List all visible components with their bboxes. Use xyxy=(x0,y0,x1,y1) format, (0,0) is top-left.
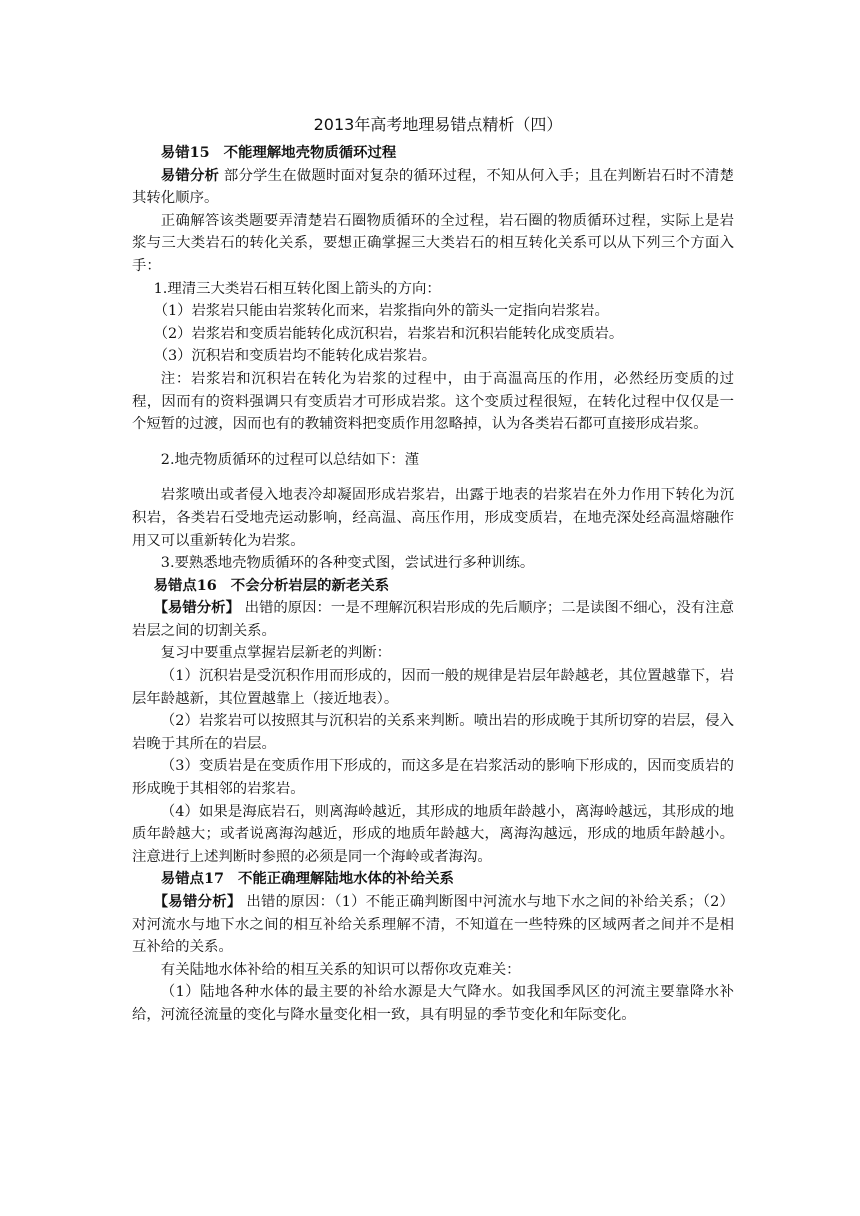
section-15-note: 注：岩浆岩和沉积岩在转化为岩浆的过程中，由于高温高压的作用，必然经历变质的过程，因而有的资料强调只有变质岩才可形成岩浆。这个变质过程很短，在转化过程中仅仅是一个短暂的过渡，因而也有的教辅资料把变质作用忽略掉，认为各类岩石都可直接形成岩浆。 xyxy=(132,370,734,433)
section-15-heading-text: 不能理解地壳物质循环过程 xyxy=(223,144,397,161)
section-16-analysis-text: 出错的原因：一是不理解沉积岩形成的先后顺序；二是读图不细心，没有注意岩层之间的切割关系。 xyxy=(132,600,734,639)
section-15-item-3: （3）沉积岩和变质岩均不能转化成岩浆岩。 xyxy=(153,348,437,365)
section-17-analysis-label: 【易错分析】 xyxy=(153,893,242,910)
section-17-analysis-text: 出错的原因：（1）不能正确判断图中河流水与地下水之间的补给关系；（2）对河流水与地下水之间的相互补给关系理解不清，不知道在一些特殊的区域两者之间并不是相互补给的关系。 xyxy=(132,894,734,956)
section-15-analysis-text: 部分学生在做题时面对复杂的循环过程，不知从何入手；且在判断岩石时不清楚其转化顺序。 xyxy=(132,167,734,207)
section-15-point-2: 2.地壳物质循环的过程可以总结如下：漌 xyxy=(160,451,420,468)
section-17-heading-text: 不能正确理解陆地水体的补给关系 xyxy=(238,870,454,888)
section-17-analysis xyxy=(132,891,734,959)
section-17-paragraph-1: 有关陆地水体补给的相互关系的知识可以帮你攻克难关： xyxy=(160,961,521,978)
section-16-analysis-label: 【易错分析】 xyxy=(153,599,240,617)
section-15-paragraph-2: 岩浆喷出或者侵入地表冷却凝固形成岩浆岩，出露于地表的岩浆岩在外力作用下转化为沉积岩，各类岩石受地壳运动影响，经高温、高压作用，形成变质岩，在地壳深处经高温熔融作用又可以重新转化为岩浆。 xyxy=(132,487,734,549)
section-15-item-1: （1）岩浆岩只能由岩浆转化而来，岩浆指向外的箭头一定指向岩浆岩。 xyxy=(153,303,609,320)
page-title: 2013年高考地理易错点精析（四） xyxy=(313,115,563,134)
section-15-heading xyxy=(132,142,734,165)
section-16-heading xyxy=(132,575,734,598)
section-15-analysis-label: 易错分析 xyxy=(160,166,220,184)
section-17-heading xyxy=(132,868,734,891)
section-16-item-3: （3）变质岩是在变质作用下形成的，而这多是在岩浆活动的影响下形成的，因而变质岩的形成晚于其相邻的岩浆岩。 xyxy=(132,758,734,798)
section-16-heading-text: 不会分析岩层的新老关系 xyxy=(230,576,390,594)
section-16-item-4: （4）如果是海底岩石，则离海岭越近，其形成的地质年龄越小，离海岭越远，其形成的地质年龄越大；或者说离海沟越近，形成的地质年龄越大，离海沟越远，形成的地质年龄越小。注意进行上述判断时参照的必须是同一个海岭或者海沟。 xyxy=(132,803,734,865)
section-15-analysis xyxy=(132,165,734,210)
section-15-item-2: （2）岩浆岩和变质岩能转化成沉积岩，岩浆岩和沉积岩能转化成变质岩。 xyxy=(153,325,624,342)
section-16-heading-number: 易错点16 xyxy=(153,576,217,594)
section-15-heading-number: 易错15 xyxy=(160,144,210,161)
section-16-item-1: （1）沉积岩是受沉积作用而形成的，因而一般的规律是岩层年龄越老，其位置越靠下，岩层年龄越新，其位置越靠上（接近地表）。 xyxy=(132,668,734,707)
section-17-heading-number: 易错点17 xyxy=(160,870,224,888)
section-15-point-1: 1.理清三大类岩石相互转化图上箭头的方向： xyxy=(153,280,441,297)
section-17-item-1: （1）陆地各种水体的最主要的补给水源是大气降水。如我国季风区的河流主要靠降水补给，河流径流量的变化与降水量变化相一致，具有明显的季节变化和年际变化。 xyxy=(132,984,734,1023)
section-16-item-2: （2）岩浆岩可以按照其与沉积岩的关系来判断。喷出岩的形成晚于其所切穿的岩层，侵入岩晚于其所在的岩层。 xyxy=(132,713,734,752)
section-16-analysis xyxy=(132,597,734,642)
section-15-point-3: 3.要熟悉地壳物质循环的各种变式图，尝试进行多种训练。 xyxy=(160,555,535,572)
section-16-paragraph-1: 复习中要重点掌握岩层新老的判断： xyxy=(160,645,392,662)
section-15-paragraph-1: 正确解答该类题要弄清楚岩石圈物质循环的全过程，岩石圈的物质循环过程，实际上是岩浆与三大类岩石的转化关系，要想正确掌握三大类岩石的相互转化关系可以从下列三个方面入手： xyxy=(132,212,734,274)
